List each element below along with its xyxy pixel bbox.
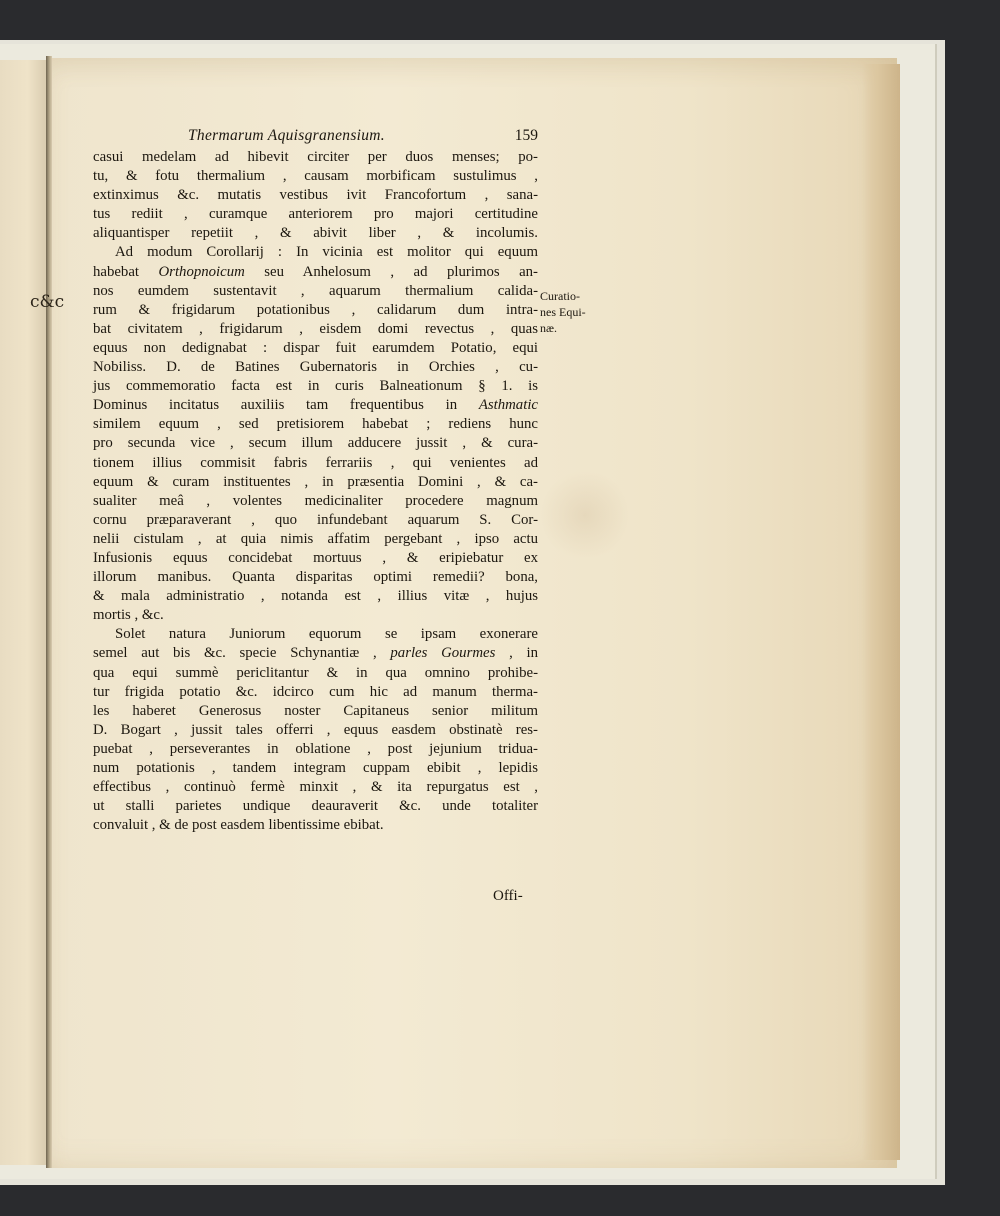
paper-stain (540, 470, 630, 560)
page-number: 159 (514, 127, 538, 144)
margin-note (540, 288, 610, 336)
text-line: ut stalli parietes undique deauraverit &c. unde totaliter (93, 798, 538, 815)
text-line: & mala administratio , notanda est , illius vitæ , hujus (93, 588, 538, 605)
text-line: similem equum , sed pretisiorem habebat ; rediens hunc (93, 416, 538, 433)
text-line: num potationis , tandem integram cuppam ebibit , lepidis (93, 760, 538, 776)
page-edges (862, 64, 900, 1160)
text-line: pro secunda vice , secum illum adducere jussit , & cura- (93, 435, 538, 452)
catchword: Offi- (493, 888, 523, 904)
text-line: puebat , perseverantes in oblatione , post jejunium tridua- (93, 740, 538, 757)
text-line: mortis , &c. (93, 607, 164, 624)
text-line: tionem illius commisit fabris ferrariis , qui venientes ad (93, 454, 538, 471)
text-line: aliquantisper repetiit , & abivit liber , & incolumis. (93, 225, 538, 242)
text-line: tur frigida potatio &c. idcirco cum hic ad manum therma- (93, 683, 538, 700)
italic-term: Asthmatic (478, 397, 538, 414)
italic-term: Orthopnoicum (158, 263, 245, 280)
text-line: jus commemoratio facta est in curis Balneationum § 1. is (93, 378, 538, 395)
text-line: Dominus incitatus auxiliis tam frequentibus in Asthmatic (93, 397, 538, 414)
text-line: les haberet Generosus noster Capitaneus senior militum (93, 702, 538, 719)
text-line: bat civitatem , frigidarum , eisdem domi revectus , quas (93, 320, 538, 337)
text-line: equus non dedignabat : dispar fuit earumdem Potatio, equi (93, 339, 538, 356)
running-title: Thermarum Aquisgranensium. (188, 127, 385, 144)
left-facing-page (0, 60, 46, 1165)
text-line: semel aut bis &c. specie Schynantiæ , parles Gourmes , in (93, 645, 539, 662)
text-line: Solet natura Juniorum equorum se ipsam exonerare (115, 626, 538, 643)
margin-note-line: nes Equi- (540, 305, 586, 319)
text-line: Ad modum Corollarij : In vicinia est molitor qui equum (115, 244, 538, 261)
text-block (93, 126, 538, 835)
text-line: qua equi summè periclitantur & in qua omnino prohibe- (93, 664, 538, 681)
margin-note-line: næ. (540, 321, 558, 335)
text-line: habebat Orthopnoicum seu Anhelosum , ad plurimos an- (93, 263, 538, 280)
text-line: Nobiliss. D. de Batines Gubernatoris in Orchies , cu- (93, 359, 538, 376)
text-line: equum & curam instituentes , in præsentia Domini , & ca- (93, 473, 538, 490)
text-line: effectibus , continuò fermè minxit , & ita repurgatus est , (93, 779, 538, 796)
text-line: tus rediit , curamque anteriorem pro majori certitudine (93, 206, 538, 223)
italic-term: parles Gourmes (390, 645, 496, 662)
text-line: rum & frigidarum potationibus , calidarum dum intra- (93, 301, 538, 318)
text-line: tu, & fotu thermalium , causam morbificam sustulimus , (93, 168, 538, 185)
text-line: Infusionis equus concidebat mortuus , & eripiebatur ex (93, 549, 538, 566)
text-line: D. Bogart , jussit tales offerri , equus easdem obstinatè res- (93, 721, 538, 738)
text-line: extinximus &c. mutatis vestibus ivit Francofortum , sana- (93, 187, 538, 204)
text-line: illorum manibus. Quanta disparitas optimi remedii? bona, (93, 569, 538, 586)
text-line: cornu præparaverant , quo infundebant aquarum S. Cor- (93, 511, 538, 528)
text-line: nelii cistulam , at quia nimis affatim pergebant , ipso actu (93, 530, 538, 547)
text-line: sualiter meâ , volentes medicinaliter procedere magnum (93, 492, 538, 509)
text-line: casui medelam ad hibevit circiter per duos menses; po- (93, 149, 538, 165)
text-line: convaluit , & de post easdem libentissime ebibat. (93, 817, 384, 834)
margin-note-line: Curatio- (540, 289, 580, 303)
text-line: nos eumdem sustentavit , aquarum thermalium calida- (93, 282, 538, 299)
left-page-edge-text: c&c (30, 292, 65, 312)
running-header (93, 126, 538, 148)
